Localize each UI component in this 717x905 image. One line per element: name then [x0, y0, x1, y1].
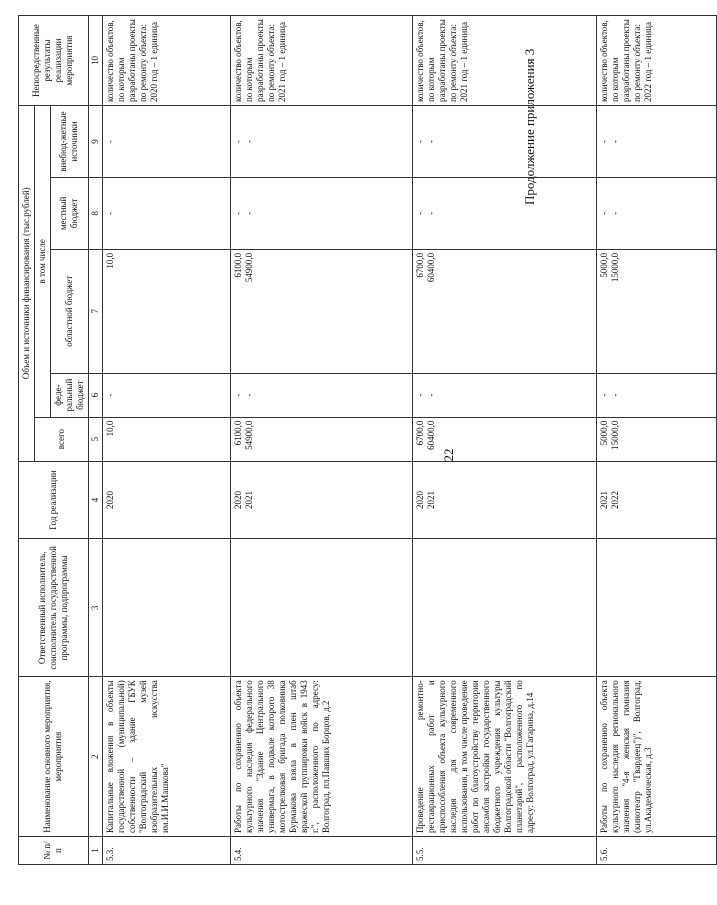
- year-line: 2022: [610, 491, 621, 510]
- federal-amount-line: -: [414, 393, 425, 397]
- year: [596, 461, 716, 539]
- extra-amount-line: -: [610, 140, 621, 143]
- row-number: 5.4.: [230, 837, 412, 865]
- col-number: 3: [88, 539, 102, 677]
- measure-name: Капитальные вложения в объекты государственной (муниципальной) собственности – здание ГБУК "Волгоградский музей изобразительных искусства им.И.И.Машкова": [102, 677, 230, 837]
- header-federal: феде-ральный бюджет: [50, 373, 88, 417]
- column-numbers-row: [88, 16, 102, 865]
- extra-amount-line: -: [104, 140, 115, 143]
- result-text: количество объектов, по которым разработаны проекты по ремонту объекта: 2021 год – 1 единица: [230, 16, 412, 106]
- local-amount: [412, 177, 596, 249]
- total-amount: [596, 417, 716, 461]
- measure-name: Работы по сохранению объекта культурного наследия регионального значения "4-я женская гимназия (кинотеатр "Гвардеец")", Волгоград, ул.Академическая, д.3: [596, 677, 716, 837]
- header-regional: областной бюджет: [50, 249, 88, 373]
- regional-amount: [102, 249, 230, 373]
- col-number: 2: [88, 677, 102, 837]
- local-amount-line: -: [598, 211, 609, 215]
- executor: [596, 539, 716, 677]
- local-amount-line: -: [426, 211, 437, 215]
- col-number: 6: [88, 373, 102, 417]
- table-row: [102, 16, 230, 865]
- federal-amount: [596, 373, 716, 417]
- header-local: местный бюджет: [50, 177, 88, 249]
- header-financing-group: Объем и источники финансирования (тыс.рублей): [19, 106, 35, 462]
- extra-amount-line: -: [426, 140, 437, 143]
- executor: [102, 539, 230, 677]
- extra-amount-line: -: [232, 140, 243, 143]
- extra-amount: [230, 106, 412, 178]
- federal-amount-line: -: [610, 393, 621, 397]
- extra-amount: [102, 106, 230, 178]
- extra-amount-line: -: [414, 140, 425, 143]
- col-number: 9: [88, 106, 102, 178]
- local-amount-line: -: [610, 211, 621, 215]
- executor: [230, 539, 412, 677]
- measure-name: Работы по сохранению объекта культурного наследия федерального значения "Здание Центрального универмага, в подвале которого 38 мотострелковая бригада полковника Бурмакова взяла в плен штаб вражеской группировки войск в 1943 г.", расположенного по адресу: Волгоград, пл.Павших Борцов, д.2: [230, 677, 412, 837]
- local-amount-line: -: [232, 211, 243, 215]
- federal-amount-line: -: [104, 393, 115, 397]
- header-year: Год реализации: [19, 461, 89, 539]
- row-number: 5.6.: [596, 837, 716, 865]
- header-result: Непосредственные результаты реализации мероприятия: [19, 16, 89, 106]
- regional-amount-line: 60400,0: [426, 252, 437, 283]
- result-text: количество объектов, по которым разработаны проекты по ремонту объекта: 2022 год – 1 единица: [596, 16, 716, 106]
- federal-amount-line: -: [426, 393, 437, 397]
- page-number: 22: [441, 448, 456, 462]
- total-amount-line: 60400,0: [426, 420, 437, 450]
- col-number: 10: [88, 16, 102, 106]
- year-line: 2020: [232, 491, 243, 510]
- regional-amount: [596, 249, 716, 373]
- local-amount-line: -: [104, 211, 115, 215]
- total-amount: [102, 417, 230, 461]
- total-amount-line: 6100,0: [232, 420, 243, 446]
- federal-amount-line: -: [244, 393, 255, 397]
- table-row: [230, 16, 412, 865]
- row-number: 5.3.: [102, 837, 230, 865]
- total-amount-line: 54900,0: [244, 420, 255, 450]
- header-name: Наименование основного мероприятия, мероприятия: [19, 677, 89, 837]
- local-amount-line: -: [414, 211, 425, 215]
- total-amount: [230, 417, 412, 461]
- regional-amount-line: 6700,0: [414, 252, 425, 278]
- year-line: 2021: [426, 491, 437, 510]
- year: [412, 461, 596, 539]
- result-text: количество объектов, по которым разработаны проекты по ремонту объекта: 2020 год – 1 единица: [102, 16, 230, 106]
- continuation-label: Продолжение приложения 3: [522, 48, 537, 205]
- year: [102, 461, 230, 539]
- total-amount-line: 10,0: [104, 420, 115, 437]
- table-body: [102, 16, 716, 865]
- regional-amount: [412, 249, 596, 373]
- col-number: 7: [88, 249, 102, 373]
- regional-amount: [230, 249, 412, 373]
- local-amount: [230, 177, 412, 249]
- executor: [412, 539, 596, 677]
- year-line: 2020: [414, 491, 425, 510]
- year-line: 2020: [104, 491, 115, 510]
- header-executor: Ответственный исполнитель, соисполнитель государственной программы, подпрограммы: [19, 539, 89, 677]
- table-row: [412, 16, 596, 865]
- regional-amount-line: 10,0: [104, 252, 115, 269]
- header-including: в том числе: [34, 106, 50, 418]
- federal-amount-line: -: [232, 393, 243, 397]
- year-line: 2021: [244, 491, 255, 510]
- header-total: всего: [34, 417, 88, 461]
- regional-amount-line: 5000,0: [598, 252, 609, 278]
- extra-amount-line: -: [244, 140, 255, 143]
- header-extra: внебюд-жетные источники: [50, 106, 88, 178]
- local-amount-line: -: [244, 211, 255, 215]
- col-number: 8: [88, 177, 102, 249]
- extra-amount: [596, 106, 716, 178]
- federal-amount-line: -: [598, 393, 609, 397]
- result-text: количество объектов, по которым разработаны проекты по ремонту объекта: 2021 год – 1 единица: [412, 16, 596, 106]
- extra-amount: [412, 106, 596, 178]
- regional-amount-line: 6100,0: [232, 252, 243, 278]
- extra-amount-line: -: [598, 140, 609, 143]
- regional-amount-line: 15000,0: [610, 252, 621, 283]
- table-row: [596, 16, 716, 865]
- measure-name: Проведение ремонтно-реставрационных работ и приспособления объекта культурного наследия для современного использования, в том числе проведение работ по благоустройству территории ансамбля застройки государственного бюджетного учреждения культуры Волгоградской области "Волгоградский планетарий", расположенного по адресу: Волгоград, ул.Гагарина, д.14: [412, 677, 596, 837]
- year: [230, 461, 412, 539]
- row-number: 5.5.: [412, 837, 596, 865]
- col-number: 4: [88, 461, 102, 539]
- total-amount-line: 15000,0: [610, 420, 621, 450]
- local-amount: [102, 177, 230, 249]
- col-number: 5: [88, 417, 102, 461]
- total-amount: [412, 417, 596, 461]
- col-number: 1: [88, 837, 102, 865]
- local-amount: [596, 177, 716, 249]
- regional-amount-line: 54900,0: [244, 252, 255, 283]
- federal-amount: [230, 373, 412, 417]
- total-amount-line: 6700,0: [414, 420, 425, 446]
- federal-amount: [102, 373, 230, 417]
- header-num: № п/п: [19, 837, 89, 865]
- financing-table: [18, 15, 717, 865]
- federal-amount: [412, 373, 596, 417]
- total-amount-line: 5000,0: [598, 420, 609, 446]
- year-line: 2021: [598, 491, 609, 510]
